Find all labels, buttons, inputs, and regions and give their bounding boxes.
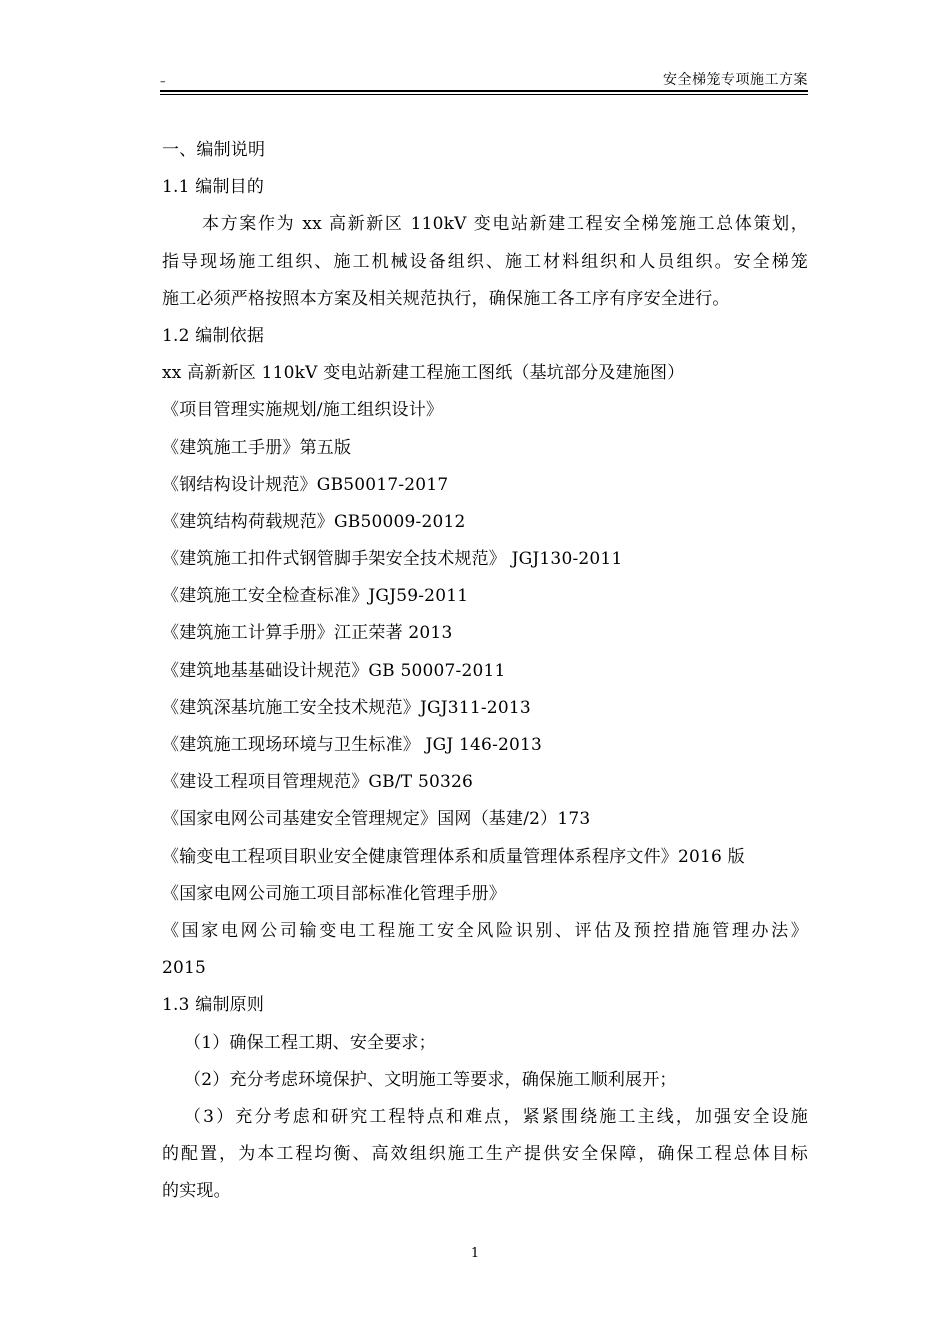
reference-item: 《建筑施工手册》第五版 (162, 437, 352, 458)
reference-item: 《建筑地基基础设计规范》GB 50007-2011 (162, 660, 506, 681)
header-left-mark: – (160, 75, 166, 88)
reference-item: 《建筑施工安全检查标准》JGJ59-2011 (162, 586, 469, 607)
reference-item: 《建设工程项目管理规范》GB/T 50326 (162, 772, 474, 793)
header-title: 安全梯笼专项施工方案 (663, 72, 808, 88)
reference-item: 《输变电工程项目职业安全健康管理体系和质量管理体系程序文件》2016 版 (162, 846, 745, 867)
reference-item: 《国家电网公司施工项目部标准化管理手册》 (162, 883, 506, 904)
reference-item: 《国家电网公司输变电工程施工安全风险识别、评估及预控措施管理办法》 (162, 920, 808, 941)
reference-item: 《项目管理实施规划/施工组织设计》 (162, 400, 444, 421)
reference-item: 《建筑施工扣件式钢管脚手架安全技术规范》 JGJ130-2011 (162, 549, 623, 570)
subsection-heading-1-1: 1.1 编制目的 (162, 177, 265, 198)
reference-item: 《建筑深基坑施工安全技术规范》JGJ311-2013 (162, 697, 531, 718)
section-heading-1: 一、编制说明 (162, 140, 266, 160)
header-rule-thick (160, 90, 808, 92)
page-header (160, 70, 808, 92)
principle-item-1: （1）确保工程工期、安全要求； (184, 1032, 436, 1053)
reference-item: 《建筑施工现场环境与卫生标准》 JGJ 146-2013 (162, 735, 543, 755)
principle-item-3-continuation: 的配置，为本工程均衡、高效组织施工生产提供安全保障，确保工程总体目标 (162, 1144, 808, 1165)
paragraph-line: 指导现场施工组织、施工机械设备组织、施工材料组织和人员组织。安全梯笼 (162, 251, 808, 272)
reference-item: 《建筑施工计算手册》江正荣著 2013 (162, 623, 453, 644)
reference-item-continuation: 2015 (162, 958, 207, 979)
principle-item-3: （3）充分考虑和研究工程特点和难点，紧紧围绕施工主线，加强安全设施 (184, 1106, 808, 1127)
page-number: 1 (470, 1246, 480, 1261)
header-rule-thin (160, 94, 808, 95)
principle-item-2: （2）充分考虑环境保护、文明施工等要求，确保施工顺利展开； (184, 1069, 677, 1090)
reference-item: 《钢结构设计规范》GB50017-2017 (162, 474, 449, 495)
document-body (162, 132, 808, 1210)
reference-item: 《国家电网公司基建安全管理规定》国网（基建/2）173 (162, 809, 591, 830)
reference-item: xx 高新新区 110kV 变电站新建工程施工图纸（基坑部分及建施图） (162, 363, 685, 384)
paragraph-line: 施工必须严格按照本方案及相关规范执行，确保施工各工序有序安全进行。 (162, 288, 730, 309)
principle-item-3-continuation: 的实现。 (162, 1181, 231, 1202)
reference-item: 《建筑结构荷载规范》GB50009-2012 (162, 511, 466, 532)
subsection-heading-1-3: 1.3 编制原则 (162, 995, 265, 1016)
paragraph-line: 本方案作为 xx 高新新区 110kV 变电站新建工程安全梯笼施工总体策划， (202, 214, 808, 235)
subsection-heading-1-2: 1.2 编制依据 (162, 325, 265, 346)
